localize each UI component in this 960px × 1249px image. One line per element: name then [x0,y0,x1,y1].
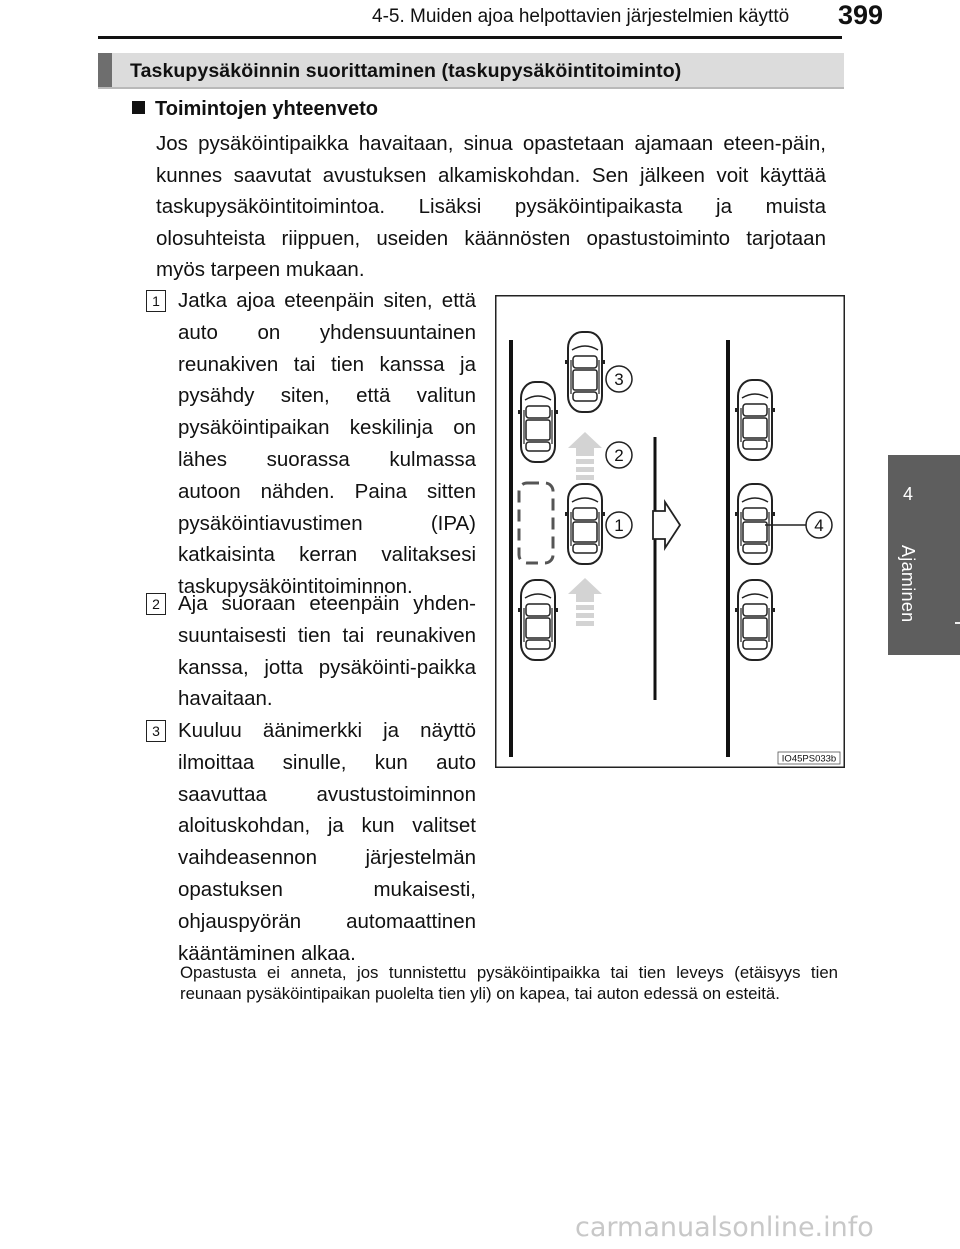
parked-car-left-bottom [518,580,558,660]
svg-text:4: 4 [814,516,824,535]
own-car-position-3 [565,332,605,412]
step-3-text: Kuuluu äänimerkki ja näyttö ilmoittaa sinulle, kun auto saavuttaa avustustoiminnon aloituskohdan, ja kun valitset vaihdeasennon järjestelmän opastuksen mukaisesti, ohjauspyörän automaattinen kääntäminen alkaa. [178,719,476,965]
parked-car-left-top [518,382,558,462]
parked-car-right-bottom [735,580,775,660]
parking-diagram [495,295,845,768]
step-number-2: 2 [146,593,166,615]
side-tab-tick [955,622,960,624]
parked-car-right-top [735,380,775,460]
callout-4 [806,512,832,538]
callout-1 [606,512,632,538]
subsection-heading [132,98,378,121]
header-rule [98,36,842,39]
step-2-text: Aja suoraan eteenpäin yhden-suuntaisesti tien tai reunakiven kanssa, jotta pysäköinti-paikka havaitaan. [178,592,476,711]
section-title: Taskupysäköinnin suorittaminen (taskupysäköintitoiminto) [130,60,682,82]
step-number-3: 3 [146,720,166,742]
callout-2 [606,442,632,468]
page-header [0,0,960,40]
own-car-position-1 [565,484,605,564]
step-number-1: 1 [146,290,166,312]
page-number: 399 [838,0,884,30]
square-bullet-icon [132,101,145,114]
parked-car-right-middle [735,484,775,564]
intro-paragraph: Jos pysäköintipaikka havaitaan, sinua opastetaan ajamaan eteen-päin, kunnes saavutat avustuksen alkamiskohdan. Sen jälkeen voit käyttää taskupysäköintitoimintoa. Lisäksi pysäköintipaikasta ja muista olosuhteista riippuen, useiden käännösten opastustoiminto tarjotaan myös tarpeen mukaan. [156,132,826,281]
chapter-number: 4 [902,484,913,504]
watermark: carmanualsonline.info [575,1212,874,1243]
note-paragraph: Opastusta ei anneta, jos tunnistettu pysäköintipaikka tai tien leveys (etäisyys tien reunaan pysäköintipaikan puolelta tien yli) on kapea, tai auton edessä on esteitä. [180,963,838,1003]
header-section-path: 4-5. Muiden ajoa helpottavien järjestelmien käyttö [372,6,790,27]
svg-text:1: 1 [614,516,624,535]
chapter-label: Ajaminen [898,545,918,623]
figure-code: IO45PS033b [781,753,837,765]
svg-text:2: 2 [614,446,624,465]
step-1-text: Jatka ajoa eteenpäin siten, että auto on yhdensuuntainen reunakiven tai tien kanssa ja pysähdy siten, että valitun pysäköintipaikan keskilinja on lähes suorassa kulmassa autoon nähden. Paina sitten pysäköintiavustimen (IPA) katkaisinta kerran valitaksesi taskupysäköintitoiminnon. [178,289,476,599]
callout-3 [606,366,632,392]
subsection-title: Toimintojen yhteenveto [155,98,378,120]
section-bar-accent [98,53,112,87]
svg-text:3: 3 [614,370,624,389]
